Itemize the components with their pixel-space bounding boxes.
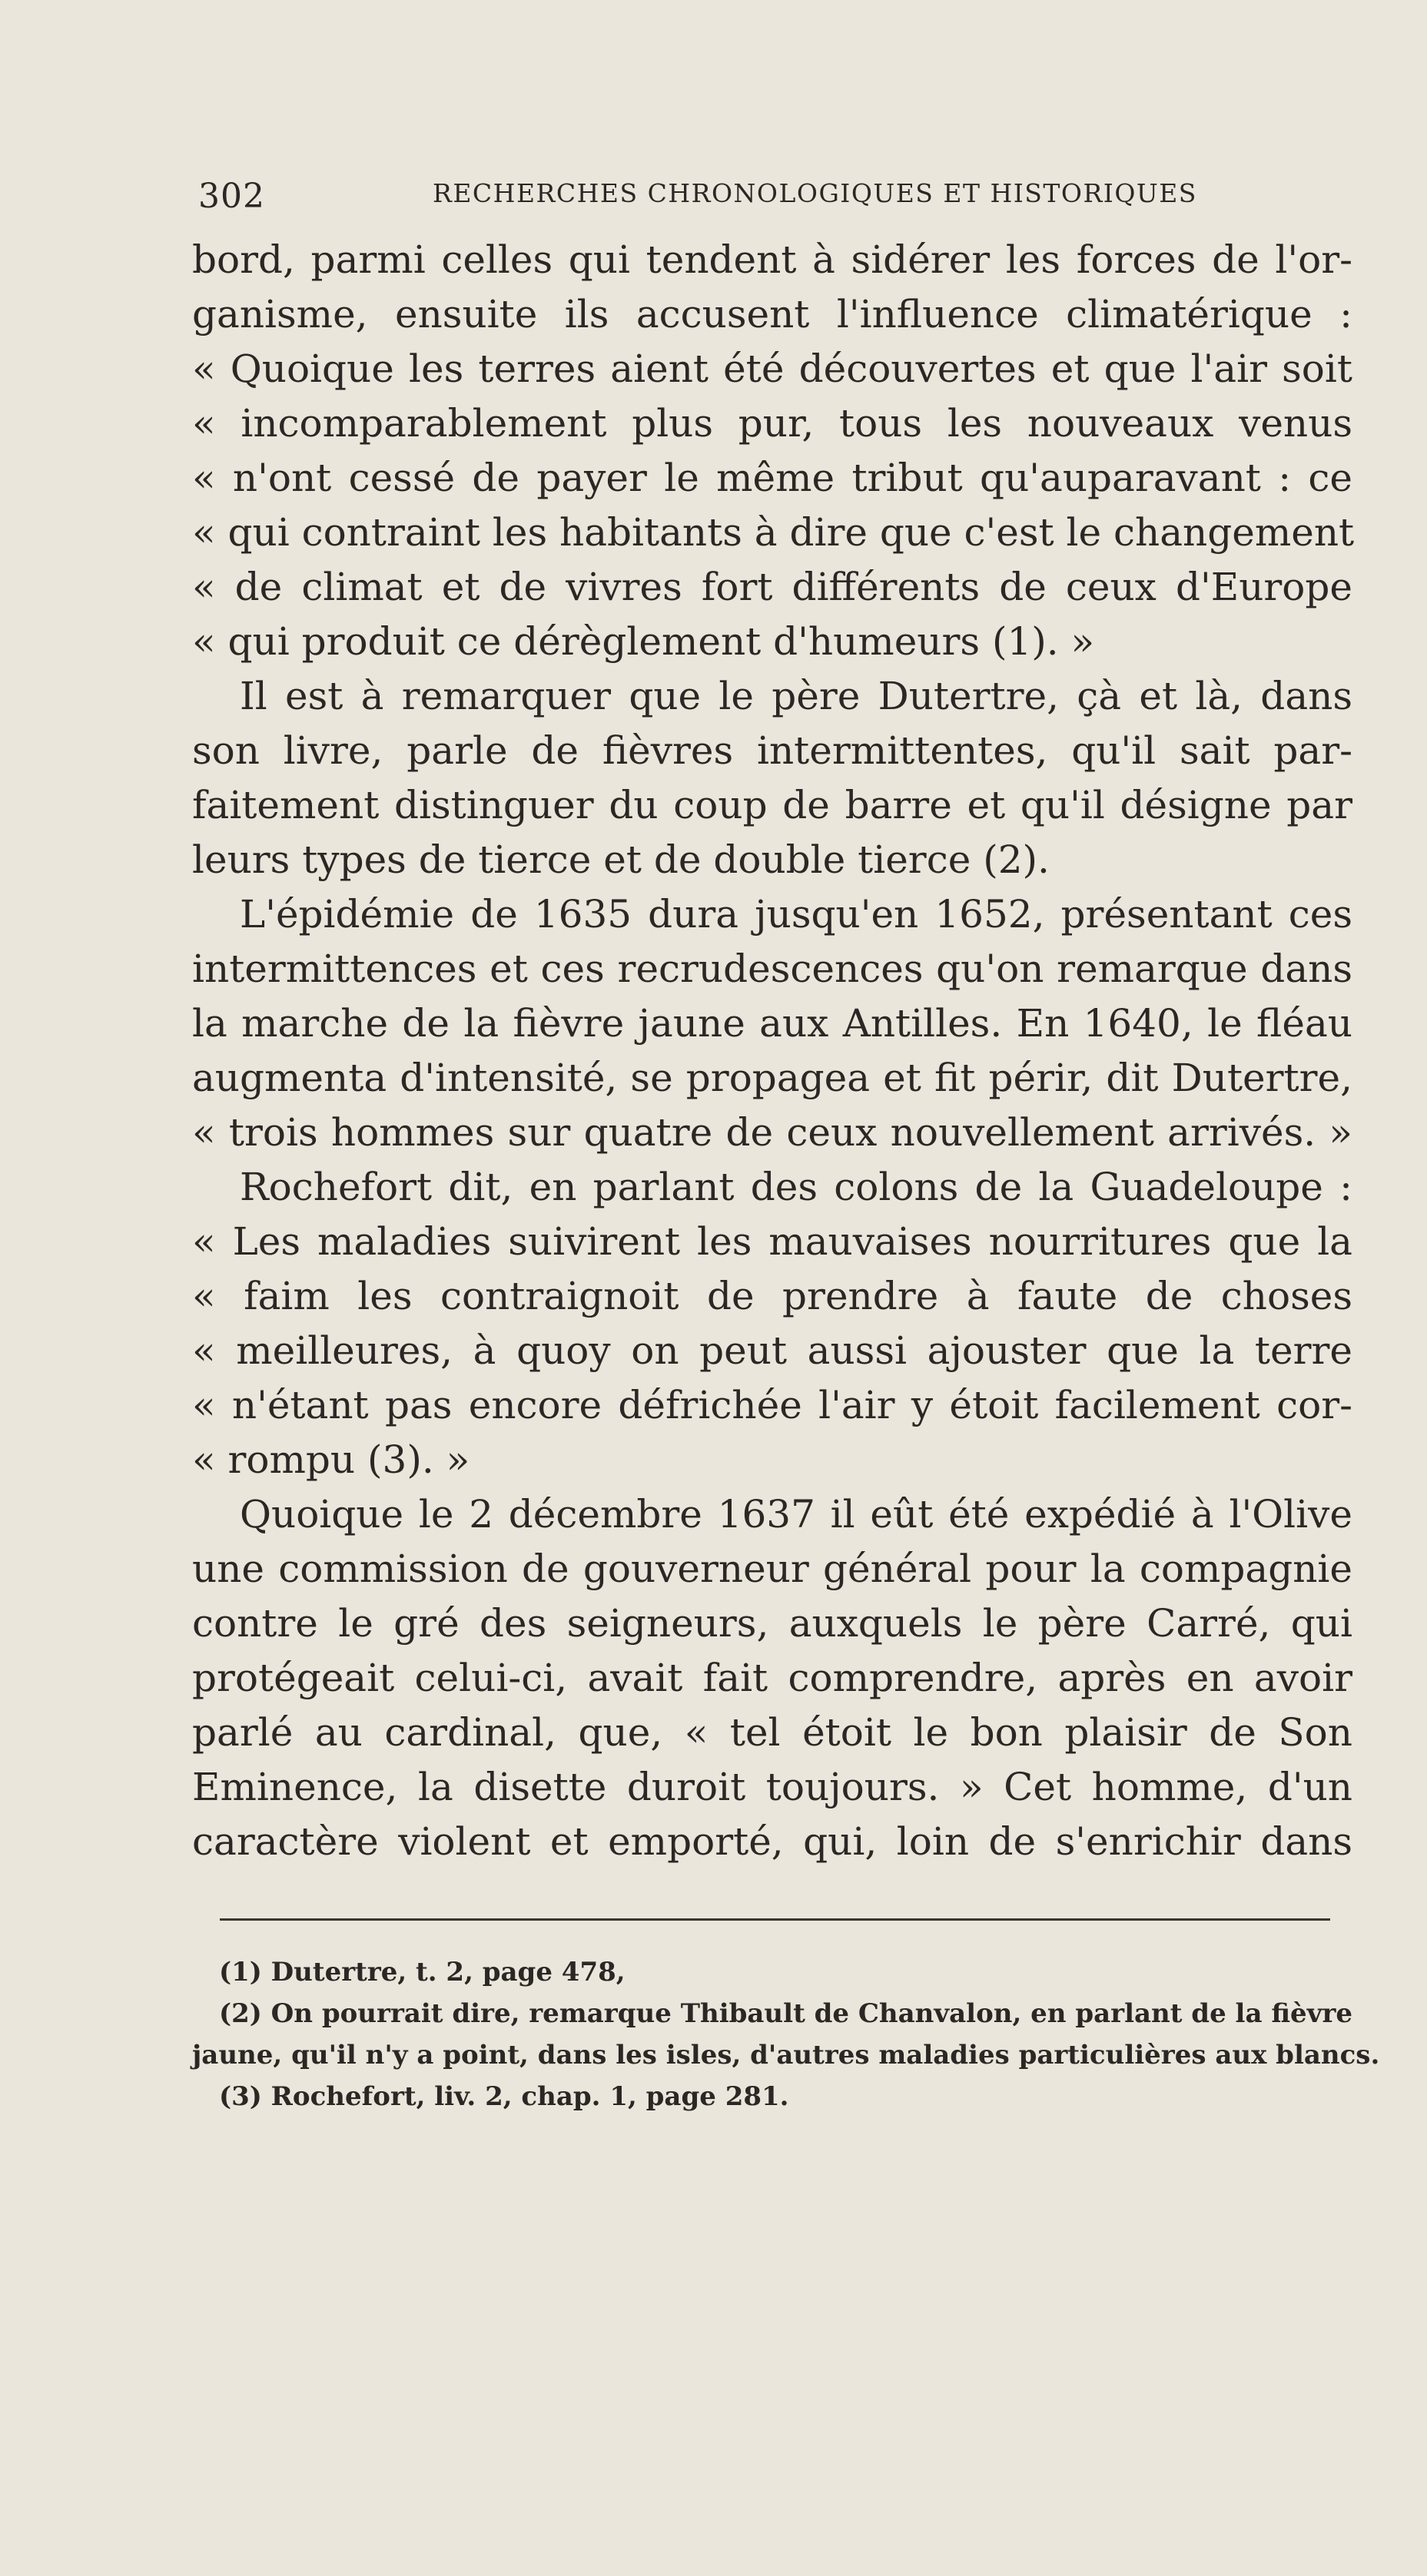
text-line: « faim les contraignoit de prendre à faute de choses [192,1274,1352,1318]
text-line: protégeait celui-ci, avait fait comprendre, après en avoir [192,1656,1352,1700]
text-line: « qui contraint les habitants à dire que c'est le changement [192,510,1355,555]
footnotes [192,1951,1380,2117]
footnote-2-continued: jaune, qu'il n'y a point, dans les isles, d'autres maladies particulières aux blancs. [192,2040,1380,2070]
footnote-1: (1) Dutertre, t. 2, page 478, [219,1957,626,1988]
page-number: 302 [198,177,265,216]
text-line: « n'ont cessé de payer le même tribut qu'auparavant : ce [192,456,1352,500]
text-line: parlé au cardinal, que, « tel étoit le bon plaisir de Son [192,1710,1352,1755]
footnote-divider [220,1918,1330,1921]
text-line: « n'étant pas encore défrichée l'air y étoit facilement cor- [192,1383,1352,1427]
text-line: « rompu (3). » [192,1437,470,1482]
page-header [198,171,1197,217]
text-line: « de climat et de vivres fort différents de ceux d'Europe [192,565,1352,609]
body-text [192,233,1355,1869]
footnote-2: (2) On pourrait dire, remarque Thibault de Chanvalon, en parlant de la fièvre [219,1998,1352,2029]
paragraph-start: Rochefort dit, en parlant des colons de la Guadeloupe : [240,1165,1352,1209]
text-line: « Les maladies suivirent les mauvaises nourritures que la [192,1219,1352,1264]
text-line: la marche de la fièvre jaune aux Antilles. En 1640, le fléau [192,1001,1352,1046]
text-line: « meilleures, à quoy on peut aussi ajouster que la terre [192,1328,1352,1373]
text-line: son livre, parle de fièvres intermittentes, qu'il sait par- [192,728,1352,773]
text-line: une commission de gouverneur général pour la compagnie [192,1547,1352,1591]
text-line: « trois hommes sur quatre de ceux nouvellement arrivés. » [192,1110,1352,1155]
text-line: leurs types de tierce et de double tierce (2). [192,837,1050,882]
text-line: faitement distinguer du coup de barre et qu'il désigne par [192,783,1352,827]
text-line: Eminence, la disette duroit toujours. » Cet homme, d'un [192,1765,1352,1809]
paragraph-start: Quoique le 2 décembre 1637 il eût été expédié à l'Olive [240,1492,1352,1537]
text-line: « incomparablement plus pur, tous les nouveaux venus [192,401,1352,446]
text-line: « Quoique les terres aient été découvertes et que l'air soit [192,346,1352,391]
text-line: « qui produit ce dérèglement d'humeurs (1). » [192,619,1095,664]
text-line: caractère violent et emporté, qui, loin de s'enrichir dans [192,1819,1352,1864]
text-line: bord, parmi celles qui tendent à sidérer les forces de l'or- [192,237,1352,282]
footnote-3: (3) Rochefort, liv. 2, chap. 1, page 281. [219,2081,789,2112]
running-title: RECHERCHES CHRONOLOGIQUES ET HISTORIQUES [433,178,1197,208]
text-line: intermittences et ces recrudescences qu'on remarque dans [192,947,1352,991]
paragraph-start: L'épidémie de 1635 dura jusqu'en 1652, présentant ces [240,892,1352,937]
text-line: ganisme, ensuite ils accusent l'influence climatérique : [192,292,1352,337]
text-line: contre le gré des seigneurs, auxquels le père Carré, qui [192,1601,1352,1646]
paragraph-start: Il est à remarquer que le père Dutertre, çà et là, dans [240,674,1352,718]
text-line: augmenta d'intensité, se propagea et fit périr, dit Dutertre, [192,1056,1352,1100]
